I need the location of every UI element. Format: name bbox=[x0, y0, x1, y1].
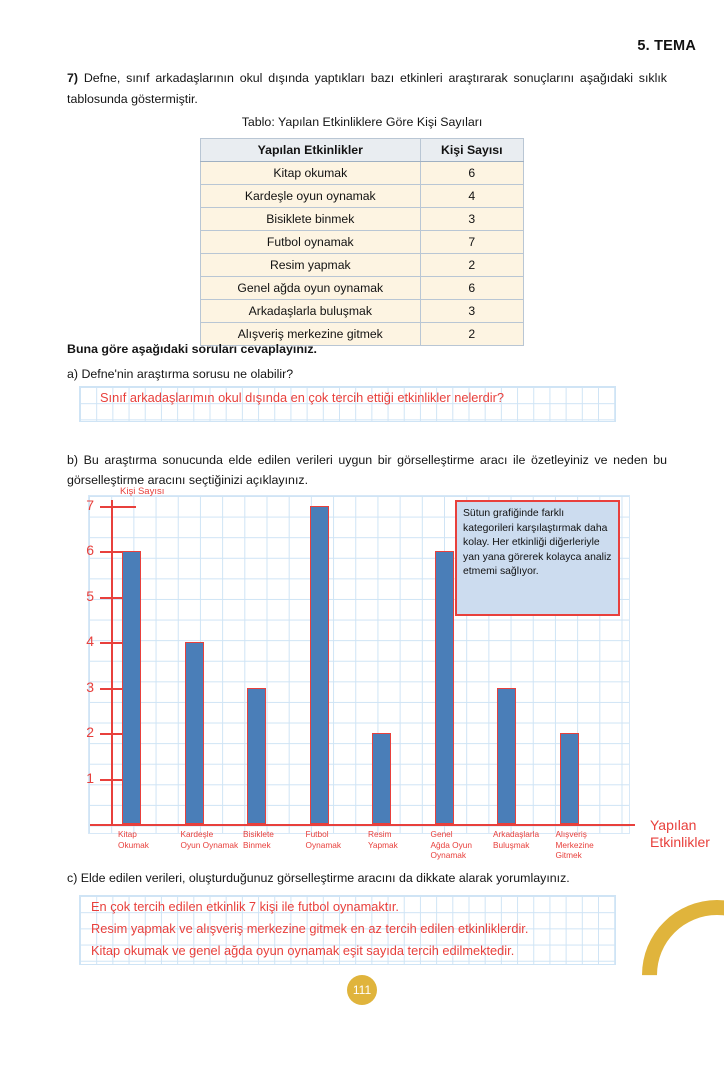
decorative-gold-arc bbox=[611, 869, 724, 1081]
cell-count: 7 bbox=[420, 231, 523, 254]
chart-bar bbox=[497, 688, 516, 825]
chart-x-tick-label: Kitap Okumak bbox=[118, 829, 149, 850]
cell-activity: Resim yapmak bbox=[201, 254, 421, 277]
page-header-tema: 5. TEMA bbox=[637, 38, 696, 54]
cell-count: 4 bbox=[420, 185, 523, 208]
cell-activity: Kitap okumak bbox=[201, 162, 421, 185]
prompt-b: b) Bu araştırma sonucunda elde edilen verileri uygun bir görselleştirme aracı ile özetleyiniz ve neden bu görselleştirme aracını seçtiğinizi açıklayınız. bbox=[67, 453, 667, 487]
table-header-count: Kişi Sayısı bbox=[420, 139, 523, 162]
question-number: 7) bbox=[67, 71, 79, 85]
table-row bbox=[201, 300, 524, 323]
chart-bar bbox=[435, 551, 454, 824]
cell-count: 6 bbox=[420, 162, 523, 185]
prompt-a: a) Defne'nin araştırma sorusu ne olabilir? bbox=[67, 367, 294, 381]
chart-bar bbox=[310, 506, 329, 825]
chart-y-tick-label: 1 bbox=[86, 769, 94, 786]
chart-y-tick bbox=[100, 506, 136, 508]
cell-count: 3 bbox=[420, 208, 523, 231]
cell-count: 3 bbox=[420, 300, 523, 323]
table-header-row bbox=[201, 139, 524, 162]
cell-activity: Futbol oynamak bbox=[201, 231, 421, 254]
table-row bbox=[201, 185, 524, 208]
answer-c-line-1: En çok tercih edilen etkinlik 7 kişi ile futbol oynamaktır. bbox=[91, 899, 399, 914]
cell-activity: Alışveriş merkezine gitmek bbox=[201, 323, 421, 346]
chart-bar bbox=[372, 733, 391, 824]
prompt-c: c) Elde edilen verileri, oluşturduğunuz görselleştirme aracını da dikkate alarak yorumlayınız. bbox=[67, 871, 570, 885]
chart-y-axis bbox=[111, 500, 113, 825]
cell-count: 2 bbox=[420, 254, 523, 277]
chart-annotation-box: Sütun grafiğinde farklı kategorileri karşılaştırmak daha kolay. Her etkinliği diğerleriyle yan yana görerek kolayca analiz etmemi sağlıyor. bbox=[455, 500, 620, 616]
chart-y-tick-label: 5 bbox=[86, 587, 94, 604]
cell-activity: Genel ağda oyun oynamak bbox=[201, 277, 421, 300]
chart-y-tick-label: 6 bbox=[86, 542, 94, 558]
chart-yaxis-label: Kişi Sayısı bbox=[120, 486, 165, 497]
chart-bar bbox=[247, 688, 266, 825]
cell-activity: Kardeşle oyun oynamak bbox=[201, 185, 421, 208]
cell-count: 2 bbox=[420, 323, 523, 346]
cell-activity: Arkadaşlarla buluşmak bbox=[201, 300, 421, 323]
table-header-activity: Yapılan Etkinlikler bbox=[201, 139, 421, 162]
instruction-text: Buna göre aşağıdaki soruları cevaplayınız. bbox=[67, 342, 317, 356]
chart-x-tick-label: Arkadaşlarla Buluşmak bbox=[493, 829, 540, 850]
table-row bbox=[201, 162, 524, 185]
chart-x-tick-label: Resim Yapmak bbox=[368, 829, 398, 850]
chart-x-tick-label: Bisiklete Binmek bbox=[243, 829, 274, 850]
chart-y-tick-label: 3 bbox=[86, 678, 94, 695]
chart-x-axis bbox=[90, 824, 635, 826]
table-row bbox=[201, 277, 524, 300]
question-intro bbox=[67, 68, 667, 110]
chart-x-tick-label: Futbol Oynamak bbox=[305, 829, 342, 850]
chart-bar bbox=[560, 733, 579, 824]
table-row bbox=[201, 254, 524, 277]
cell-activity: Bisiklete binmek bbox=[201, 208, 421, 231]
page-number-badge: 111 bbox=[347, 975, 377, 1005]
table-body bbox=[201, 162, 524, 346]
question-text: Defne, sınıf arkadaşlarının okul dışında yaptıkları bazı etkinleri araştırarak sonuçlarını aşağıdaki sıklık tablosunda göstermiştir. bbox=[67, 71, 667, 106]
answer-c-line-3: Kitap okumak ve genel ağda oyun oynamak eşit sayıda tercih edilmektedir. bbox=[91, 943, 515, 958]
table-row bbox=[201, 231, 524, 254]
frequency-table bbox=[200, 138, 524, 346]
chart-y-tick-label: 4 bbox=[86, 633, 94, 649]
answer-c-line-2: Resim yapmak ve alışveriş merkezine gitmek en az tercih edilen etkinliklerdir. bbox=[91, 921, 529, 936]
chart-x-tick-label: Genel Ağda Oyun Oynamak bbox=[430, 829, 473, 860]
chart-bar bbox=[122, 551, 141, 824]
cell-count: 6 bbox=[420, 277, 523, 300]
table-row bbox=[201, 208, 524, 231]
chart-xaxis-label: Yapılan Etkinlikler bbox=[650, 817, 710, 850]
chart-y-tick-label: 2 bbox=[86, 724, 94, 740]
chart-x-tick-label: Alışveriş Merkezine Gitmek bbox=[555, 829, 594, 860]
chart-x-tick-label: Kardeşle Oyun Oynamak bbox=[180, 829, 239, 850]
chart-y-tick-label: 7 bbox=[86, 496, 94, 513]
answer-a-text: Sınıf arkadaşlarımın okul dışında en çok tercih ettiği etkinlikler nelerdir? bbox=[100, 390, 505, 405]
table-caption: Tablo: Yapılan Etkinliklere Göre Kişi Sayıları bbox=[241, 115, 483, 129]
chart-bar bbox=[185, 642, 204, 824]
